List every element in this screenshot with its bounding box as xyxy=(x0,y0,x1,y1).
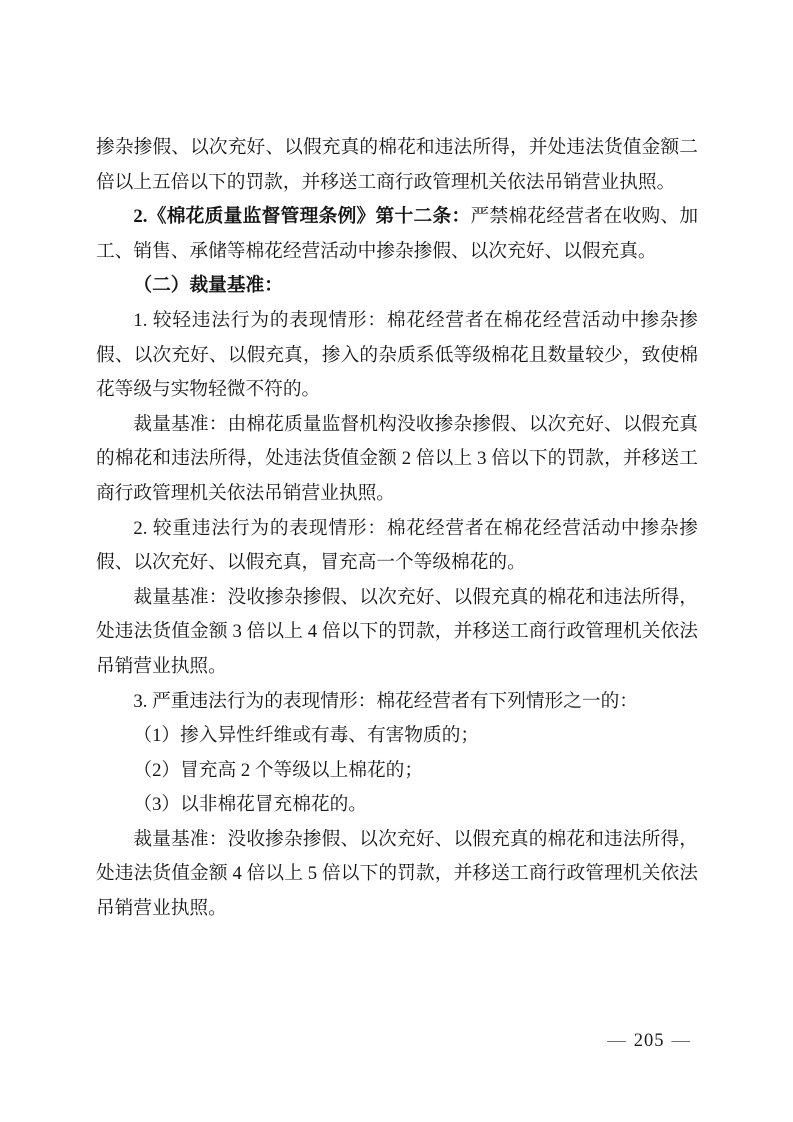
text-segment: （2）冒充高 2 个等级以上棉花的； xyxy=(133,759,424,781)
text-segment: 2. 较重违法行为的表现情形：棉花经营者在棉花经营活动中掺杂掺假、以次充好、以假充真，冒充高一个等级棉花的。 xyxy=(96,517,698,574)
text-segment: 严禁棉花经营者在收购、加工、销售、承储等棉花经营活动中掺杂掺假、以次充好、以假充真。 xyxy=(96,206,699,262)
paragraph xyxy=(96,581,698,685)
text-segment: 裁量基准：由棉花质量监督机构没收掺杂掺假、以次充好、以假充真的棉花和违法所得，处违法货值金额 2 倍以上 3 倍以下的罚款，并移送工商行政管理机关依法吊销营业执照。 xyxy=(96,413,698,504)
bold-text-segment: 2.《棉花质量监督管理条例》第十二条： xyxy=(133,206,471,228)
text-segment: （1）掺入异性纤维或有毒、有害物质的； xyxy=(133,725,480,747)
paragraph xyxy=(96,269,698,304)
text-segment: 3. 严重违法行为的表现情形：棉花经营者有下列情形之一的： xyxy=(133,690,638,712)
text-segment: 裁量基准：没收掺杂掺假、以次充好、以假充真的棉花和违法所得，处违法货值金额 4 倍以上 5 倍以下的罚款，并移送工商行政管理机关依法吊销营业执照。 xyxy=(96,828,698,920)
document-body xyxy=(96,131,698,927)
paragraph xyxy=(96,685,698,720)
paragraph xyxy=(96,408,698,512)
paragraph xyxy=(96,823,698,927)
paragraph xyxy=(96,754,698,789)
footer-left-dash: — xyxy=(607,1031,627,1051)
bold-text-segment: （二）裁量基准： xyxy=(133,275,283,297)
paragraph xyxy=(96,719,698,754)
paragraph xyxy=(96,788,698,823)
text-segment: 裁量基准：没收掺杂掺假、以次充好、以假充真的棉花和违法所得，处违法货值金额 3 倍以上 4 倍以下的罚款，并移送工商行政管理机关依法吊销营业执照。 xyxy=(96,586,698,677)
footer-right-dash: — xyxy=(671,1031,691,1051)
text-segment: 1. 较轻违法行为的表现情形：棉花经营者在棉花经营活动中掺杂掺假、以次充好、以假充真，掺入的杂质系低等级棉花且数量较少，致使棉花等级与实物轻微不符的。 xyxy=(96,309,698,401)
text-segment: （3）以非棉花冒充棉花的。 xyxy=(133,794,367,816)
text-segment: 掺杂掺假、以次充好、以假充真的棉花和违法所得，并处违法货值金额二倍以上五倍以下的罚款，并移送工商行政管理机关依法吊销营业执照。 xyxy=(96,137,698,193)
paragraph xyxy=(96,512,698,581)
paragraph xyxy=(96,304,698,408)
paragraph xyxy=(96,131,698,200)
page-number: 205 xyxy=(633,1031,665,1051)
paragraph xyxy=(96,200,698,269)
page-footer xyxy=(96,1028,698,1054)
